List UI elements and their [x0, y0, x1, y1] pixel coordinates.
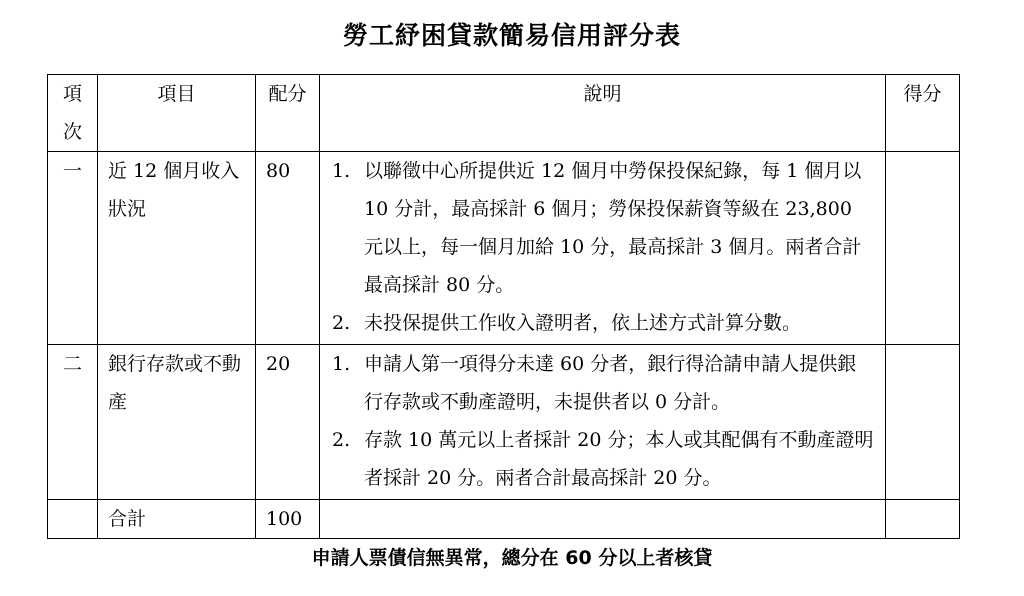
table-row	[48, 152, 960, 345]
row-item: 銀行存款或不動產	[98, 345, 256, 500]
total-row	[48, 500, 960, 539]
table-row	[48, 345, 960, 500]
list-item: 1. 以聯徵中心所提供近 12 個月中勞保投保紀錄，每 1 個月以 10 分計，最高採計 6 個月；勞保投保薪資等級在 23,800 元以上，每一個月加給 10 分，最高採計 3 個月。兩者合計最高採計 80 分。	[332, 160, 862, 296]
header-item: 項目	[98, 75, 256, 152]
row-score	[886, 345, 960, 500]
header-desc: 說明	[320, 75, 886, 152]
header-score: 得分	[886, 75, 960, 152]
row-desc	[320, 152, 886, 345]
row-item: 近 12 個月收入狀況	[98, 152, 256, 345]
list-item: 2. 未投保提供工作收入證明者，依上述方式計算分數。	[332, 312, 802, 334]
total-points: 100	[256, 500, 320, 539]
row-desc	[320, 345, 886, 500]
header-row	[48, 75, 960, 152]
list-item: 1. 申請人第一項得分未達 60 分者，銀行得洽請申請人提供銀行存款或不動產證明，未提供者以 0 分計。	[332, 353, 857, 413]
header-points: 配分	[256, 75, 320, 152]
row-points: 80	[256, 152, 320, 345]
list-item: 2. 存款 10 萬元以上者採計 20 分；本人或其配偶有不動產證明者採計 20 分。兩者合計最高採計 20 分。	[332, 429, 874, 489]
row-score	[886, 152, 960, 345]
header-item-no: 項次	[48, 75, 98, 152]
footer-note: 申請人票債信無異常，總分在 60 分以上者核貸	[311, 547, 713, 569]
page-title: 勞工紓困貸款簡易信用評分表	[342, 21, 681, 50]
total-score	[886, 500, 960, 539]
row-no: 一	[48, 152, 98, 345]
score-table	[47, 74, 960, 539]
total-no	[48, 500, 98, 539]
row-points: 20	[256, 345, 320, 500]
total-label: 合計	[98, 500, 256, 539]
row-no: 二	[48, 345, 98, 500]
total-desc	[320, 500, 886, 539]
